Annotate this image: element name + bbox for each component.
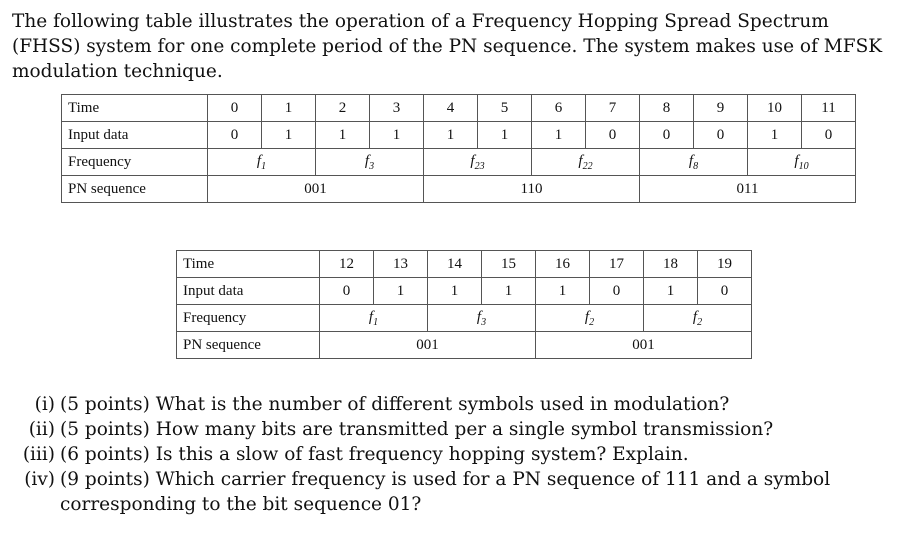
time-cell: 12 (320, 251, 374, 278)
question-list (14, 392, 904, 517)
input-cell: 1 (748, 122, 802, 149)
time-cell: 5 (478, 95, 532, 122)
question-number: (iv) (24, 469, 55, 490)
row-label: Frequency (62, 149, 208, 176)
question-number: (i) (34, 394, 55, 415)
input-cell: 0 (694, 122, 748, 149)
pn-cell: 011 (640, 176, 856, 203)
fhss-table-1 (61, 94, 856, 203)
time-cell: 0 (208, 95, 262, 122)
input-cell: 0 (698, 278, 752, 305)
frequency-cell: $f_{23}$ (424, 149, 532, 176)
frequency-row (62, 149, 856, 176)
time-row (62, 95, 856, 122)
time-cell: 16 (536, 251, 590, 278)
input-cell: 0 (802, 122, 856, 149)
frequency-cell: $f_3$ (316, 149, 424, 176)
question-item (14, 392, 904, 417)
time-cell: 15 (482, 251, 536, 278)
time-cell: 3 (370, 95, 424, 122)
frequency-cell: $f_8$ (640, 149, 748, 176)
question-number: (ii) (28, 419, 55, 440)
input-cell: 1 (316, 122, 370, 149)
question-text: (5 points) What is the number of different symbols used in modulation? (60, 394, 730, 415)
input-cell: 0 (590, 278, 644, 305)
time-cell: 1 (262, 95, 316, 122)
time-cell: 14 (428, 251, 482, 278)
pn-cell: 001 (320, 332, 536, 359)
input-cell: 1 (262, 122, 316, 149)
frequency-row (177, 305, 752, 332)
input-cell: 0 (640, 122, 694, 149)
input-row (62, 122, 856, 149)
row-label: PN sequence (177, 332, 320, 359)
question-text: (5 points) How many bits are transmitted per a single symbol transmission? (60, 419, 774, 440)
input-cell: 1 (644, 278, 698, 305)
time-cell: 10 (748, 95, 802, 122)
row-label: Time (62, 95, 208, 122)
row-label: Input data (62, 122, 208, 149)
time-cell: 17 (590, 251, 644, 278)
pn-cell: 001 (208, 176, 424, 203)
frequency-cell: $f_{22}$ (532, 149, 640, 176)
input-cell: 1 (536, 278, 590, 305)
question-item (14, 417, 904, 442)
time-cell: 9 (694, 95, 748, 122)
frequency-cell: $f_{10}$ (748, 149, 856, 176)
question-number: (iii) (22, 444, 55, 465)
frequency-cell: $f_1$ (320, 305, 428, 332)
input-cell: 1 (478, 122, 532, 149)
row-label: Input data (177, 278, 320, 305)
time-cell: 18 (644, 251, 698, 278)
time-cell: 13 (374, 251, 428, 278)
time-cell: 19 (698, 251, 752, 278)
question-text: (6 points) Is this a slow of fast frequency hopping system? Explain. (60, 444, 689, 465)
input-cell: 1 (374, 278, 428, 305)
time-cell: 8 (640, 95, 694, 122)
intro-paragraph: The following table illustrates the operation of a Frequency Hopping Spread Spectrum (FHSS) system for one complete period of the PN sequence. The system makes use of MFSK modulation technique. (12, 11, 883, 82)
row-label: Time (177, 251, 320, 278)
frequency-cell: $f_2$ (644, 305, 752, 332)
question-item (14, 442, 904, 467)
input-row (177, 278, 752, 305)
row-label: PN sequence (62, 176, 208, 203)
input-cell: 1 (428, 278, 482, 305)
input-cell: 1 (532, 122, 586, 149)
row-label: Frequency (177, 305, 320, 332)
input-cell: 0 (586, 122, 640, 149)
input-cell: 1 (370, 122, 424, 149)
time-row (177, 251, 752, 278)
time-cell: 4 (424, 95, 478, 122)
pn-sequence-row (62, 176, 856, 203)
input-cell: 1 (482, 278, 536, 305)
pn-cell: 001 (536, 332, 752, 359)
frequency-cell: $f_3$ (428, 305, 536, 332)
question-text: (9 points) Which carrier frequency is used for a PN sequence of 111 and a symbol corresponding to the bit sequence 01? (60, 469, 831, 515)
time-cell: 2 (316, 95, 370, 122)
time-cell: 7 (586, 95, 640, 122)
frequency-cell: $f_2$ (536, 305, 644, 332)
input-cell: 0 (208, 122, 262, 149)
input-cell: 1 (424, 122, 478, 149)
question-item (14, 467, 904, 517)
input-cell: 0 (320, 278, 374, 305)
time-cell: 6 (532, 95, 586, 122)
fhss-table-2 (176, 250, 752, 359)
pn-sequence-row (177, 332, 752, 359)
pn-cell: 110 (424, 176, 640, 203)
time-cell: 11 (802, 95, 856, 122)
frequency-cell: $f_1$ (208, 149, 316, 176)
